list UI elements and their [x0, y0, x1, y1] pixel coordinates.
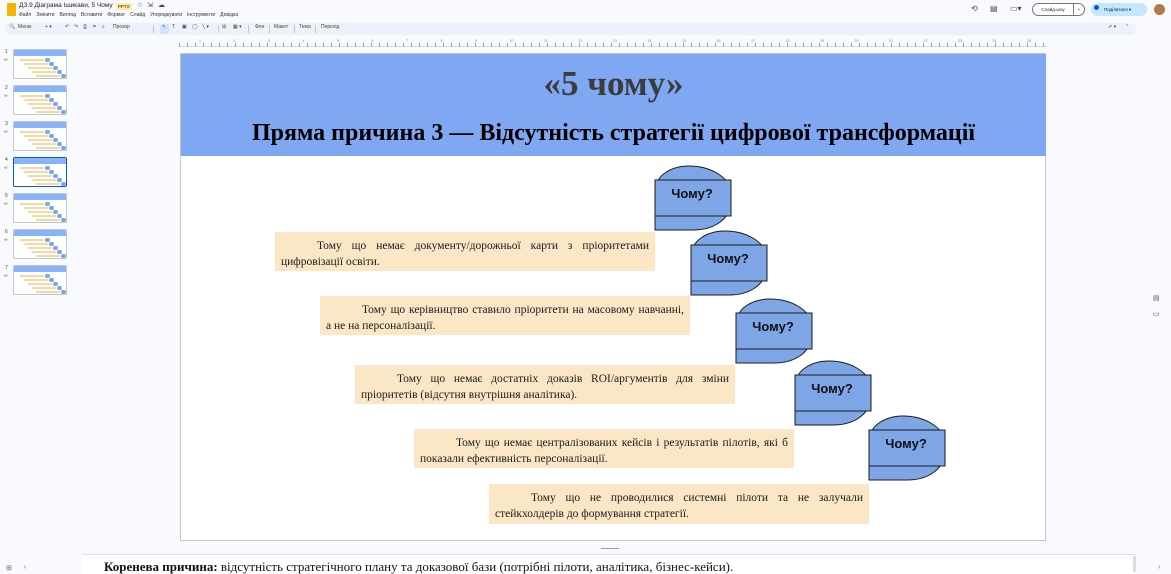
thumbnail-shape: [61, 110, 66, 114]
thumbnail-header: [14, 266, 66, 272]
why-label-5: Чому?: [885, 436, 927, 451]
thumbnail-line: [32, 71, 56, 73]
ruler-number: 7: [406, 39, 408, 43]
ruler-number: 18: [785, 39, 790, 43]
collapse-filmstrip-icon[interactable]: ‹: [24, 564, 27, 571]
thumbnail-line: [28, 67, 52, 69]
ruler-number: 12: [578, 39, 583, 43]
file-extension-badge: PPTX: [118, 4, 130, 9]
thumbnail-header: [14, 230, 66, 236]
answer-text-2: Тому що керівництво ставило пріоритети на масовому навчанні, а не на персоналізації.: [326, 304, 684, 332]
expand-side-panel-icon[interactable]: ›: [1158, 564, 1161, 571]
toolbar-divider: [218, 25, 219, 33]
speaker-notes-text: [104, 559, 733, 574]
thumbnail-shape: [61, 290, 66, 294]
thumbnail-header: [14, 50, 66, 56]
slide-thumbnail[interactable]: [13, 193, 67, 223]
image-icon[interactable]: ▣: [182, 24, 187, 30]
slide-number: 5: [5, 193, 8, 199]
avatar[interactable]: [1154, 4, 1165, 15]
search-icon[interactable]: 🔍: [9, 24, 16, 30]
slide-number: 2: [5, 85, 8, 91]
thumbnail-line: [28, 283, 52, 285]
slideshow-button[interactable]: Слайд-шоу: [1032, 3, 1074, 16]
print-icon[interactable]: ⎙: [83, 24, 88, 30]
menu-tools[interactable]: Інструменти: [186, 12, 216, 18]
thumbnail-line: [20, 59, 44, 61]
slide-title[interactable]: «5 чому»: [543, 64, 684, 103]
ruler-number: 8: [440, 39, 443, 43]
thumbnail-header: [14, 158, 66, 164]
thumbnail-line: [36, 75, 60, 77]
why-label-2: Чому?: [707, 251, 749, 266]
ruler-number: 25: [1027, 39, 1031, 43]
answer-box-2[interactable]: [320, 296, 690, 335]
zoom-dropdown[interactable]: Прозор: [113, 24, 130, 30]
ruler-number: 14: [647, 39, 652, 43]
thumbnail-header: [14, 86, 66, 92]
layout-button[interactable]: Макет: [274, 24, 289, 30]
slide-thumbnail[interactable]: [13, 265, 67, 295]
menu-slide[interactable]: Слайд: [130, 12, 146, 18]
tasks-icon[interactable]: ▭: [1153, 311, 1160, 318]
why-shape-3[interactable]: [734, 297, 816, 367]
linked-slide-icon: ∞: [4, 129, 8, 135]
toolbar: [5, 23, 1136, 35]
why-shape-2[interactable]: [689, 229, 771, 299]
ruler-number: 5: [337, 39, 339, 43]
ruler-number: 17: [751, 39, 755, 43]
slide-canvas[interactable]: [180, 53, 1046, 541]
notes-body: відсутність стратегічного плану та доказової бази (потрібні пілоти, аналітика, бізнес-кейси).: [217, 559, 734, 574]
why-shape-4[interactable]: [793, 359, 875, 429]
star-icon[interactable]: ☆: [137, 2, 144, 9]
thumbnail-line: [32, 287, 56, 289]
linked-slide-icon: ∞: [4, 237, 8, 243]
thumbnail-line: [36, 183, 60, 185]
ruler-number: 13: [613, 39, 617, 43]
slide-header-band: [181, 54, 1046, 156]
toolbar-divider: [248, 25, 249, 33]
shape-icon[interactable]: ◯: [192, 24, 198, 30]
toolbar-divider: [269, 25, 270, 33]
thumbnail-line: [20, 95, 44, 97]
ruler-number: 3: [268, 39, 270, 43]
toolbar-divider: [315, 25, 316, 33]
transition-button[interactable]: Перехід: [321, 24, 340, 30]
text-box-icon[interactable]: T: [172, 24, 176, 30]
menu-help[interactable]: Довідка: [220, 12, 239, 18]
thumbnail-shape: [61, 182, 66, 186]
history-icon[interactable]: ⟲: [971, 4, 978, 13]
ruler-number: 11: [544, 39, 548, 43]
background-button[interactable]: Фон: [255, 24, 265, 30]
notes-resize-handle[interactable]: [601, 548, 619, 549]
horizontal-ruler: [179, 39, 1047, 47]
new-slide-icon[interactable]: + ▾: [45, 24, 52, 30]
menu-bar: [19, 12, 238, 18]
share-button[interactable]: Поділитися ▾: [1091, 3, 1147, 16]
thumbnail-line: [24, 99, 48, 101]
menu-insert[interactable]: Вставити: [80, 12, 103, 18]
slide-thumbnail[interactable]: [13, 49, 67, 79]
answer-box-5[interactable]: [489, 484, 869, 524]
thumbnail-line: [24, 135, 48, 137]
pen-icon[interactable]: ➚ ▾: [1108, 24, 1117, 30]
ruler-number: 1: [199, 39, 201, 43]
thumbnail-line: [36, 291, 60, 293]
cloud-icon[interactable]: ☁: [158, 2, 165, 9]
thumbnail-line: [28, 247, 52, 249]
thumbnail-line: [28, 103, 52, 105]
slide-number: 3: [5, 121, 8, 127]
why-label-3: Чому?: [752, 319, 794, 334]
collapse-toolbar-icon[interactable]: ⌃: [1125, 24, 1130, 30]
slide-filmstrip: [0, 44, 72, 304]
linked-slide-icon: ∞: [4, 273, 8, 279]
answer-text-4: Тому що немає централізованих кейсів і результатів пілотів, які б показали ефективність персоналізації.: [420, 437, 788, 465]
menu-file[interactable]: Файл: [19, 12, 32, 18]
why-shape-1[interactable]: [653, 164, 735, 234]
thumbnail-line: [20, 131, 44, 133]
ruler-number: 23: [958, 39, 962, 43]
move-icon[interactable]: ⇲: [147, 2, 153, 9]
thumbnail-line: [20, 167, 44, 169]
background-icon[interactable]: ▦ ▾: [233, 24, 242, 30]
menu-edit[interactable]: Змінити: [36, 12, 55, 18]
answer-box-3[interactable]: [355, 365, 735, 404]
thumbnail-shape: [61, 254, 66, 258]
slide-number: 6: [5, 229, 8, 235]
ruler-number: 15: [682, 39, 686, 43]
thumbnail-header: [14, 122, 66, 128]
thumbnail-line: [36, 111, 60, 113]
toolbar-divider: [153, 25, 154, 33]
notes-scrollbar[interactable]: [1133, 556, 1136, 572]
thumbnail-line: [24, 207, 48, 209]
thumbnail-line: [24, 279, 48, 281]
slide-thumbnail[interactable]: [13, 121, 67, 151]
thumbnail-line: [28, 139, 52, 141]
slide-subtitle[interactable]: Пряма причина 3 — Відсутність стратегії цифрової трансформації: [251, 120, 976, 146]
ruler-number: 20: [854, 39, 859, 43]
slideshow-dropdown-button[interactable]: ⌄: [1074, 3, 1085, 16]
ruler-number: 21: [889, 39, 893, 43]
slide-number: 1: [5, 49, 8, 55]
thumbnail-line: [28, 175, 52, 177]
grid-view-icon[interactable]: ⊞: [6, 565, 12, 572]
slide-thumbnail[interactable]: [13, 157, 67, 187]
thumbnail-line: [20, 203, 44, 205]
thumbnail-line: [32, 143, 56, 145]
slide-thumbnail[interactable]: [13, 229, 67, 259]
thumbnail-line: [36, 219, 60, 221]
thumbnail-line: [20, 275, 44, 277]
slide-thumbnail[interactable]: [13, 85, 67, 115]
line-icon[interactable]: ╲ ▾: [202, 24, 209, 30]
notes-label: Коренева причина:: [104, 559, 218, 574]
ruler-number: 2: [233, 39, 236, 43]
ruler-ticks: [179, 43, 1047, 47]
thumbnail-shape: [61, 146, 66, 150]
why-shape-5[interactable]: [867, 414, 949, 484]
ruler-number: 6: [371, 39, 374, 43]
comment-add-icon[interactable]: ⊞: [222, 24, 227, 30]
undo-icon[interactable]: ↶: [65, 24, 70, 30]
theme-button[interactable]: Тема: [299, 24, 311, 30]
linked-slide-icon: ∞: [4, 93, 8, 99]
meet-icon[interactable]: ▭▾: [1010, 4, 1022, 13]
toolbar-divider: [294, 25, 295, 33]
menu-arrange[interactable]: Упорядкувати: [150, 12, 182, 18]
thumbnail-line: [32, 179, 56, 181]
share-label: Поділитися: [1104, 7, 1128, 12]
zoom-icon[interactable]: ⌕: [102, 24, 105, 30]
paint-format-icon[interactable]: ⌗: [93, 24, 96, 30]
select-cursor-icon[interactable]: ↖: [162, 24, 167, 30]
thumbnail-line: [20, 239, 44, 241]
ruler-number: 24: [992, 39, 997, 43]
linked-slide-icon: ∞: [4, 201, 8, 207]
menu-view[interactable]: Вигляд: [59, 12, 76, 18]
redo-icon[interactable]: ↷: [74, 24, 79, 30]
keep-icon[interactable]: ▤: [1153, 295, 1160, 302]
why-label-4: Чому?: [811, 381, 853, 396]
thumbnail-line: [24, 171, 48, 173]
answer-text-5: Тому що не проводилися системні пілоти та не залучали стейкхолдерів до формування стратегії.: [495, 492, 863, 520]
thumbnail-line: [24, 243, 48, 245]
thumbnail-line: [32, 251, 56, 253]
slide-number: 7: [5, 265, 8, 271]
thumbnail-line: [24, 63, 48, 65]
lock-icon: [1094, 5, 1099, 10]
why-label-1: Чому?: [671, 186, 713, 201]
answer-box-4[interactable]: [414, 429, 794, 468]
document-title[interactable]: ДЗ.9 Діаграма Ішикави, 5 Чому: [19, 2, 113, 9]
ruler-number: 19: [820, 39, 824, 43]
answer-text-3: Тому що немає достатніх доказів ROI/аргументів для зміни пріоритетів (відсутня внутрішня аналітика).: [361, 373, 729, 401]
thumbnail-line: [36, 147, 60, 149]
linked-slide-icon: ∞: [4, 165, 8, 171]
thumbnail-line: [32, 107, 56, 109]
slide-number: 4: [5, 157, 8, 163]
answer-text-1: Тому що немає документу/дорожньої карти з пріоритетами цифровізації освіти.: [281, 240, 649, 268]
ruler-number: 22: [923, 39, 928, 43]
ruler-number: 10: [509, 39, 514, 43]
ruler-number: 4: [302, 39, 305, 43]
thumbnail-line: [36, 255, 60, 257]
menu-format[interactable]: Формат: [107, 12, 126, 18]
ruler-number: 9: [475, 39, 477, 43]
ruler-number: 16: [716, 39, 721, 43]
slides-logo-icon[interactable]: [7, 3, 16, 16]
thumbnail-line: [28, 211, 52, 213]
comments-icon[interactable]: ▤: [990, 4, 998, 13]
menu-search-label[interactable]: Меню: [18, 24, 32, 30]
thumbnail-shape: [61, 74, 66, 78]
thumbnail-header: [14, 194, 66, 200]
answer-box-1[interactable]: [275, 232, 655, 271]
thumbnail-line: [32, 215, 56, 217]
speaker-notes[interactable]: [82, 554, 1136, 574]
linked-slide-icon: ∞: [4, 57, 8, 63]
thumbnail-shape: [61, 218, 66, 222]
